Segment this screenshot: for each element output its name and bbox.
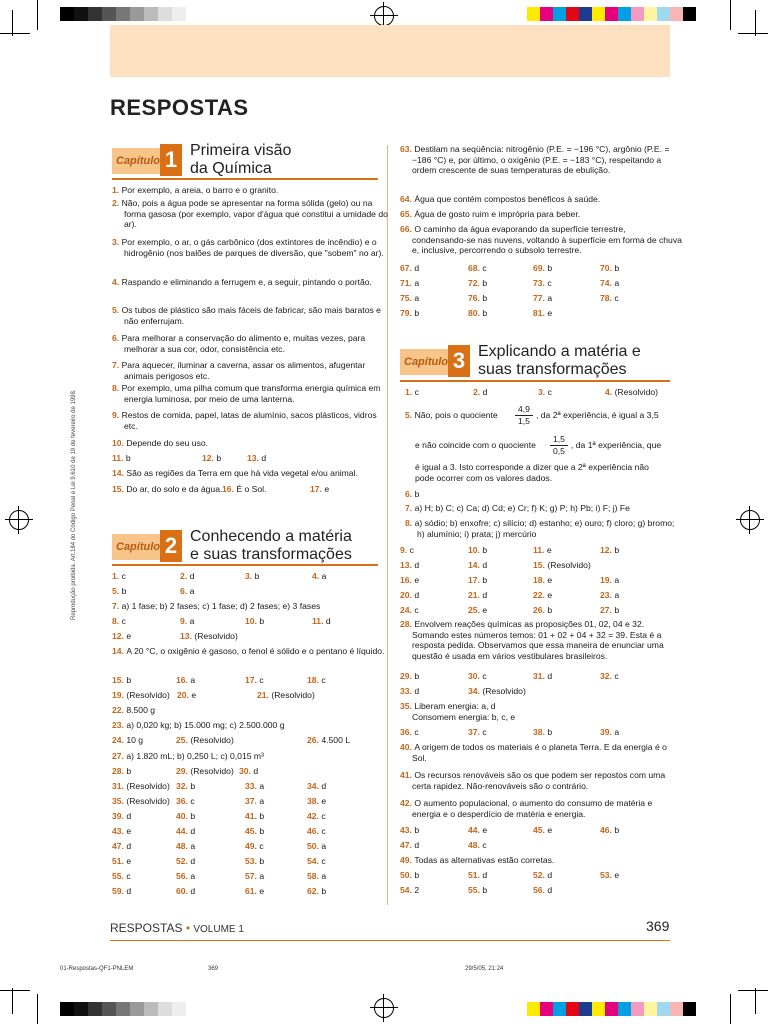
answer-item: 55. b bbox=[468, 885, 488, 895]
slug-page: 369 bbox=[208, 966, 219, 972]
answer-item: 72. b bbox=[468, 278, 488, 288]
answer-item: 13. (Resolvido) bbox=[180, 631, 238, 641]
answer-item: 38. b bbox=[533, 727, 553, 737]
slug-file: 01-Respostas-QF1-PNLEM bbox=[60, 966, 134, 972]
answer-item: 23. a bbox=[600, 590, 620, 600]
answer-item: 80. b bbox=[468, 308, 488, 318]
answer-item: 50. b bbox=[400, 870, 420, 880]
answer-item: 5. b bbox=[112, 586, 127, 596]
answer-item: 22. 8.500 g bbox=[112, 705, 156, 716]
answer-item: 36. c bbox=[176, 795, 195, 806]
answer-item: 38. e bbox=[307, 795, 327, 806]
answer-item: 76. b bbox=[468, 293, 488, 303]
page-number: 369 bbox=[646, 918, 670, 934]
answer-item: 49. c bbox=[245, 841, 264, 852]
answer-item: 71. a bbox=[400, 278, 420, 288]
answer-item: 37. c bbox=[468, 727, 487, 737]
answer-item: 64. Água que contém compostos benéficos à saúde. bbox=[400, 194, 601, 204]
chapter-label: Capítulo bbox=[400, 349, 452, 375]
answer-item: 20. e bbox=[177, 690, 197, 701]
answer-item: 29. (Resolvido) bbox=[176, 765, 234, 776]
answer-item: 77. a bbox=[533, 293, 553, 303]
answer-item: 8. c bbox=[112, 616, 126, 626]
chapter-number: 3 bbox=[448, 345, 470, 377]
answer-item: 7. a) H; b) C; c) Ca; d) Cd; e) Cr; f) K; g) P; h) Pb; i) F; j) Fe bbox=[405, 503, 630, 513]
registration-mark-icon bbox=[374, 6, 394, 26]
answer-item: 3. b bbox=[245, 571, 260, 581]
answer-item: 47. d bbox=[112, 841, 132, 852]
answer-item: 12. b bbox=[202, 453, 222, 463]
answer-item: 56. a bbox=[176, 871, 196, 882]
answer-item: 73. c bbox=[533, 278, 552, 288]
answer-item: 26. b bbox=[533, 605, 553, 615]
answer-item: 25. e bbox=[468, 605, 488, 615]
answer-item: 2. d bbox=[473, 387, 488, 397]
answer-item: 24. 10 g bbox=[112, 735, 144, 746]
registration-mark-icon bbox=[740, 510, 760, 530]
answer-item: 63. Destilam na seqüência: nitrogênio (P.E. = −196 °C), argônio (P.E. = −186 °C) e, por último, o oxigênio (P.E. = −183 °C), respeitando a ordem crescente de suas temperaturas de ebulição. bbox=[400, 144, 670, 175]
answer-item: 18. e bbox=[533, 575, 553, 585]
answer-item: 43. e bbox=[112, 826, 132, 836]
answer-item: 66. O caminho da água evaporando da superfície terrestre, condensando-se nas nuvens, voltando à superfície em forma de chuva e, inclusive, percorrendo o subsolo terrestre. bbox=[400, 224, 682, 255]
answer-item: 68. c bbox=[468, 263, 487, 273]
answer-item: 53. b bbox=[245, 856, 265, 867]
header-banner bbox=[110, 25, 670, 77]
answer-item-continued: é igual a 3. Isto corresponde a dizer que a 2ª experiência não pode ocorrer com os valores dados. bbox=[415, 462, 649, 483]
answer-item: 50. a bbox=[307, 841, 327, 852]
answer-item: 61. e bbox=[245, 886, 265, 897]
answer-item: 17. b bbox=[468, 575, 488, 585]
answer-item: 6. b bbox=[405, 489, 420, 499]
answer-item: 13. d bbox=[247, 453, 267, 463]
answer-item: 45. b bbox=[245, 826, 265, 836]
crop-mark bbox=[730, 994, 731, 1024]
registration-mark-icon bbox=[374, 998, 394, 1018]
chapter-3-heading bbox=[400, 343, 670, 383]
answer-item: 42. O aumento populacional, o aumento do consumo de matéria e energia e o desperdício de matéria e energia. bbox=[400, 798, 653, 819]
answer-item: 4. Raspando e eliminando a ferrugem e, a seguir, pintando o portão. bbox=[112, 277, 372, 287]
footer-rule bbox=[110, 940, 670, 941]
answer-item: 58. a bbox=[307, 871, 327, 882]
answer-item: 14. São as regiões da Terra em que há vida vegetal e/ou animal. bbox=[112, 468, 358, 478]
answer-item: 10. Depende do seu uso. bbox=[112, 438, 209, 448]
crop-mark bbox=[0, 33, 30, 34]
answer-item: 54. 2 bbox=[400, 885, 420, 895]
answer-item: 11. b bbox=[112, 453, 131, 463]
answer-item: 69. b bbox=[533, 263, 553, 273]
crop-mark bbox=[755, 988, 756, 1014]
answer-item: 11. e bbox=[533, 545, 552, 555]
answer-item: 70. b bbox=[600, 263, 620, 273]
answer-item: 21. d bbox=[468, 590, 488, 600]
answer-item: 56. d bbox=[533, 885, 553, 895]
answer-item: 54. c bbox=[307, 856, 326, 867]
answer-item: 14. d bbox=[468, 560, 488, 570]
answer-item: 19. a bbox=[600, 575, 620, 585]
answer-item: 10. b bbox=[245, 616, 265, 626]
answer-item: 41. b bbox=[245, 810, 265, 821]
answer-item: 48. a bbox=[176, 841, 196, 852]
crop-mark bbox=[738, 33, 768, 34]
answer-item: 43. b bbox=[400, 825, 420, 835]
answer-item: 74. a bbox=[600, 278, 620, 288]
answer-item: 6. a bbox=[180, 586, 195, 596]
answer-item: 78. c bbox=[600, 293, 619, 303]
answer-item: 25. (Resolvido) bbox=[176, 735, 234, 746]
answer-item: 15. Do ar, do solo e da água. bbox=[112, 484, 223, 494]
answer-item: 35. Liberam energia: a, d Consomem energia: b, c, e bbox=[400, 701, 516, 722]
fraction: 4,9 1,5 bbox=[515, 404, 533, 426]
answer-item: 27. b bbox=[600, 605, 620, 615]
answer-item: 41. Os recursos renováveis são os que podem ser repostos com uma certa rapidez. Não-renováveis são o contrário. bbox=[400, 770, 666, 791]
chapter-1-heading bbox=[112, 142, 382, 182]
answer-item: 12. e bbox=[112, 631, 132, 641]
answer-item: 52. d bbox=[533, 870, 553, 880]
answer-item: 33. a bbox=[245, 780, 265, 791]
answer-item: 34. d bbox=[307, 780, 327, 791]
answer-item: 17. e bbox=[310, 484, 330, 494]
answer-item: 49. Todas as alternativas estão corretas. bbox=[400, 855, 555, 865]
answer-item: 2. d bbox=[180, 571, 195, 581]
chapter-label: Capítulo bbox=[112, 534, 164, 560]
answer-item: 48. c bbox=[468, 840, 487, 850]
answer-item: 46. b bbox=[600, 825, 620, 835]
answer-item: 32. b bbox=[176, 780, 196, 791]
answer-item: 19. (Resolvido) bbox=[112, 690, 170, 701]
answer-item: 34. (Resolvido) bbox=[468, 686, 526, 696]
answer-item: 40. b bbox=[176, 810, 196, 821]
answer-item: 31. (Resolvido) bbox=[112, 780, 170, 791]
answer-item: 14. A 20 °C, o oxigênio é gasoso, o fenol é sólido e o pentano é líquido. bbox=[112, 646, 385, 656]
answer-item: 1. c bbox=[112, 571, 126, 581]
answer-item: 30. c bbox=[468, 671, 487, 681]
answer-item: 36. c bbox=[400, 727, 419, 737]
answer-item: 11. d bbox=[312, 616, 331, 626]
crop-mark bbox=[730, 0, 731, 30]
copyright-note: Reprodução proibida. Art.184 do Código Penal e Lei 9.610 de 19 de fevereiro de 1998. bbox=[71, 389, 77, 620]
answer-item: 7. Para aquecer, iluminar a caverna, assar os alimentos, afugentar animais perigosos etc. bbox=[112, 360, 366, 381]
answer-item: 65. Água de gosto ruim e imprópria para beber. bbox=[400, 209, 581, 219]
answer-item: 20. d bbox=[400, 590, 420, 600]
answer-item: 47. d bbox=[400, 840, 420, 850]
answer-item: 9. c bbox=[400, 545, 414, 555]
answer-item: 40. A origem de todos os materiais é o planeta Terra. E da energia é o Sol. bbox=[400, 742, 667, 763]
page-title: RESPOSTAS bbox=[110, 95, 249, 120]
answer-item: 18. c bbox=[307, 675, 326, 685]
chapter-label: Capítulo bbox=[112, 148, 164, 174]
chapter-2-heading bbox=[112, 528, 382, 568]
answer-item: 2. Não, pois a água pode se apresentar na forma sólida (gelo) ou na forma gasosa (por exemplo, vapor d'água que constitui a umidade do ar). bbox=[112, 198, 388, 229]
answer-item: 15. b bbox=[112, 675, 132, 685]
answer-item: 39. d bbox=[112, 810, 132, 821]
answer-item: 6. Para melhorar a conservação do alimento e, muitas vezes, para melhorar a sua cor, odor, consistência etc. bbox=[112, 333, 366, 354]
answer-item: 60. d bbox=[176, 886, 196, 897]
answer-item: 9. a bbox=[180, 616, 195, 626]
answer-item: 8. a) sódio; b) enxofre; c) silício; d) estanho; e) ouro; f) cloro; g) bromo; h) alumínio; i) prata; j) mercúrio bbox=[405, 518, 675, 539]
answer-item: 13. d bbox=[400, 560, 420, 570]
answer-item: 16. É o Sol. bbox=[222, 484, 267, 494]
answer-item: 3. Por exemplo, o ar, o gás carbônico (dos extintores de incêndio) e o hidrogênio (nos balões de parques de diversão, que "sobem" no ar). bbox=[112, 237, 384, 258]
answer-item: 26. 4.500 L bbox=[307, 735, 351, 746]
answer-item: 10. b bbox=[468, 545, 488, 555]
answer-item: 45. e bbox=[533, 825, 553, 835]
answer-item: 5. Os tubos de plástico são mais fáceis de fabricar, são mais baratos e não enferrujam. bbox=[112, 305, 381, 326]
answer-item: 12. b bbox=[600, 545, 620, 555]
answer-item: 16. a bbox=[176, 675, 196, 685]
chapter-title: Primeira visão da Química bbox=[190, 142, 292, 177]
chapter-rule bbox=[400, 380, 670, 382]
answer-item: 4. (Resolvido) bbox=[605, 387, 659, 397]
answer-item: 44. d bbox=[176, 826, 196, 836]
answer-item: 21. (Resolvido) bbox=[257, 690, 315, 701]
answer-item: 30. d bbox=[239, 765, 259, 776]
footer-label: RESPOSTAS • VOLUME 1 bbox=[110, 921, 244, 935]
answer-item: 55. c bbox=[112, 871, 131, 882]
chapter-title: Explicando a matéria e suas transformações bbox=[478, 343, 641, 378]
answer-item: 31. d bbox=[533, 671, 553, 681]
crop-mark bbox=[738, 990, 768, 991]
answer-item: 79. b bbox=[400, 308, 420, 318]
fraction: 1,5 0,5 bbox=[550, 434, 568, 456]
answer-item: 15. (Resolvido) bbox=[533, 560, 591, 570]
answer-item: 22. e bbox=[533, 590, 553, 600]
crop-mark bbox=[37, 0, 38, 30]
answer-item: 17. c bbox=[245, 675, 264, 685]
answer-item: 51. e bbox=[112, 856, 132, 867]
answer-item: 42. c bbox=[307, 810, 326, 821]
crop-mark bbox=[37, 994, 38, 1024]
answer-item: 23. a) 0,020 kg; b) 15.000 mg; c) 2.500.000 g bbox=[112, 720, 285, 731]
answer-item: 57. a bbox=[245, 871, 265, 882]
slug-date: 29/5/05, 21:24 bbox=[465, 966, 504, 972]
answer-item: 39. a bbox=[600, 727, 620, 737]
answer-item: 53. e bbox=[600, 870, 620, 880]
chapter-number: 1 bbox=[160, 144, 182, 176]
answer-item: 1. c bbox=[405, 387, 419, 397]
answer-item: 67. d bbox=[400, 263, 420, 273]
answer-item: 7. a) 1 fase; b) 2 fases; c) 1 fase; d) 2 fases; e) 3 fases bbox=[112, 601, 321, 611]
answer-item: 1. Por exemplo, a areia, o barro e o granito. bbox=[112, 185, 279, 195]
chapter-number: 2 bbox=[160, 530, 182, 562]
answer-item: 28. Envolvem reações químicas as proposições 01, 02, 04 e 32. Somando estes números temos: 01 + 02 + 04 + 32 = 39. Esta é a resposta pedida. Observamos que essa maneira de enunciar uma questão é usada em vários vestibulares brasileiros. bbox=[400, 619, 664, 661]
column-divider bbox=[387, 145, 388, 905]
answer-item: 29. b bbox=[400, 671, 420, 681]
answer-item: 24. c bbox=[400, 605, 419, 615]
chapter-title: Conhecendo a matéria e suas transformações bbox=[190, 528, 352, 563]
answer-item: 4. a bbox=[312, 571, 327, 581]
answer-item: 75. a bbox=[400, 293, 420, 303]
answer-item: 32. c bbox=[600, 671, 619, 681]
answer-item: 27. a) 1.820 mL; b) 0,250 L; c) 0,015 m³ bbox=[112, 750, 264, 761]
answer-item: 3. c bbox=[538, 387, 552, 397]
answer-item: 52. d bbox=[176, 856, 196, 867]
registration-mark-icon bbox=[9, 510, 29, 530]
answer-item: 51. d bbox=[468, 870, 488, 880]
answer-item: 5. Não, pois o quociente 4,9 1,5 , da 2ª experiência, é igual a 3,5 e não coincide com o quociente 1,5 0,5 , da 1ª experiência, que bbox=[405, 404, 662, 456]
answer-item: 35. (Resolvido) bbox=[112, 795, 170, 806]
answer-item: 46. c bbox=[307, 826, 326, 836]
crop-mark bbox=[0, 990, 30, 991]
answer-item: 16. e bbox=[400, 575, 420, 585]
answer-item: 37. a bbox=[245, 795, 265, 806]
answer-item: 81. e bbox=[533, 308, 553, 318]
answer-item: 9. Restos de comida, papel, latas de alumínio, sacos plásticos, vidros etc. bbox=[112, 410, 377, 431]
crop-mark bbox=[12, 988, 13, 1014]
chapter-rule bbox=[112, 178, 378, 180]
answer-item: 59. d bbox=[112, 886, 132, 897]
answer-item: 33. d bbox=[400, 686, 420, 696]
answer-item: 44. e bbox=[468, 825, 488, 835]
answer-item: 28. b bbox=[112, 765, 132, 776]
chapter-rule bbox=[112, 564, 378, 566]
answer-item: 8. Por exemplo, uma pilha comum que transforma energia química em energia luminosa, por meio de uma lanterna. bbox=[112, 383, 381, 404]
answer-item: 62. b bbox=[307, 886, 327, 897]
